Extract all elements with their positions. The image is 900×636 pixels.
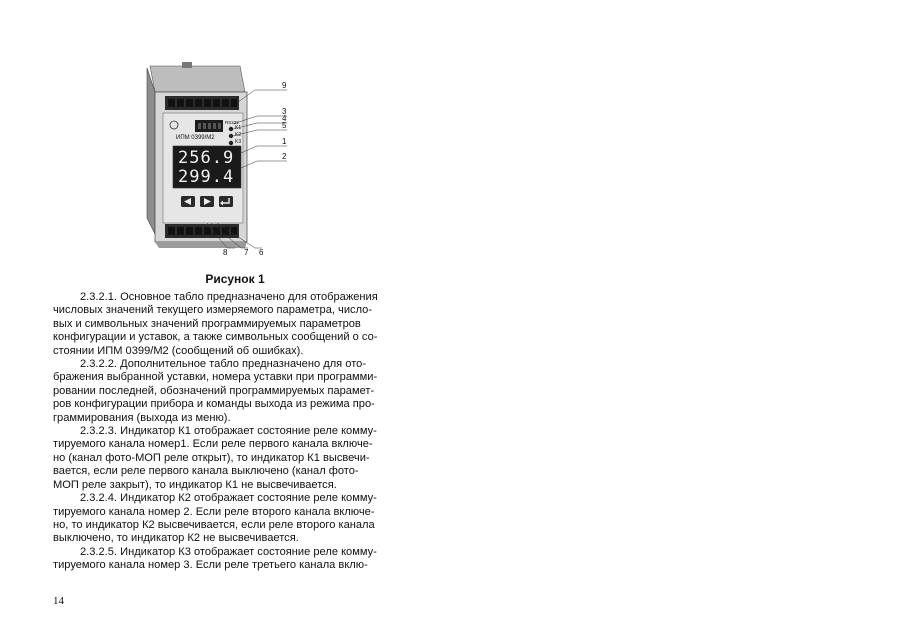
text-line: тируемого канала номер1. Если реле первого канала включе- <box>53 438 373 451</box>
text-line: 2.3.2.4. Индикатор К2 отображает состояние реле комму- <box>80 492 377 505</box>
text-line: 2.3.2.1. Основное табло предназначено для отображения <box>80 291 378 303</box>
text-line: 2.3.2.2. Дополнительное табло предназначено для ото- <box>80 358 367 371</box>
indicator-label-k1: K1 <box>235 125 242 131</box>
text-line: ровании последней, обозначений программируемых парамет- <box>53 384 375 397</box>
text-line: стоянии ИПМ 0399/М2 (сообщений об ошибках). <box>53 344 304 357</box>
indicator-label-k2: K2 <box>235 132 242 138</box>
text-line: граммирования (выхода из меню). <box>53 411 231 424</box>
text-line: но, то индикатор К2 высвечивается, если реле второго канала <box>53 518 375 531</box>
text-line: МОП реле закрыт), то индикатор К1 не высвечивается. <box>53 478 337 491</box>
text-line: 2.3.2.5. Индикатор К3 отображает состояние реле комму- <box>80 545 377 558</box>
callout-2: 2 <box>282 152 287 161</box>
page-number: 14 <box>53 595 64 607</box>
text-line: числовых значений текущего измеряемого параметра, число- <box>53 304 373 317</box>
paragraph <box>53 546 400 573</box>
paragraph <box>53 425 400 492</box>
callout-5: 5 <box>282 121 287 130</box>
secondary-display-value: 299.4 <box>178 167 235 187</box>
callout-1: 1 <box>282 137 287 146</box>
paragraph <box>53 492 400 546</box>
text-line: выключено, то индикатор К2 не высвечивается. <box>53 532 299 545</box>
callout-7: 7 <box>244 248 249 257</box>
device-model-label: ИПМ 0399/М2 <box>176 135 215 141</box>
callout-6: 6 <box>259 248 264 257</box>
device-photo <box>145 58 310 263</box>
text-line: тируемого канала номер 2. Если реле второго канала включе- <box>53 505 375 518</box>
callout-9: 9 <box>282 81 287 90</box>
text-line: конфигурации и уставок, а также символьных сообщений о со- <box>53 331 378 344</box>
callout-8: 8 <box>223 248 228 257</box>
port-label: RS232 <box>225 120 239 125</box>
text-line: тируемого канала номер 3. Если реле третьего канала вклю- <box>53 559 368 572</box>
paragraph <box>53 358 400 425</box>
paragraph <box>53 291 400 358</box>
indicator-label-k3: K3 <box>235 139 242 145</box>
body-text <box>53 291 400 573</box>
figure-caption: Рисунок 1 <box>205 272 265 286</box>
text-line: вых и символьных значений программируемых параметров <box>53 317 361 330</box>
text-line: вается, если реле первого канала выключено (канал фото- <box>53 465 359 478</box>
text-line: 2.3.2.3. Индикатор К1 отображает состояние реле комму- <box>80 425 377 438</box>
text-line: но (канал фото-МОП реле открыт), то индикатор К1 высвечи- <box>53 451 370 464</box>
main-display-value: 256.9 <box>178 148 235 168</box>
text-line: ров конфигурации прибора и команды выхода из режима про- <box>53 398 375 411</box>
callout-3: 3 <box>282 107 287 116</box>
callout-4: 4 <box>282 114 287 123</box>
text-line: бражения выбранной уставки, номера уставки при программи- <box>53 371 378 384</box>
